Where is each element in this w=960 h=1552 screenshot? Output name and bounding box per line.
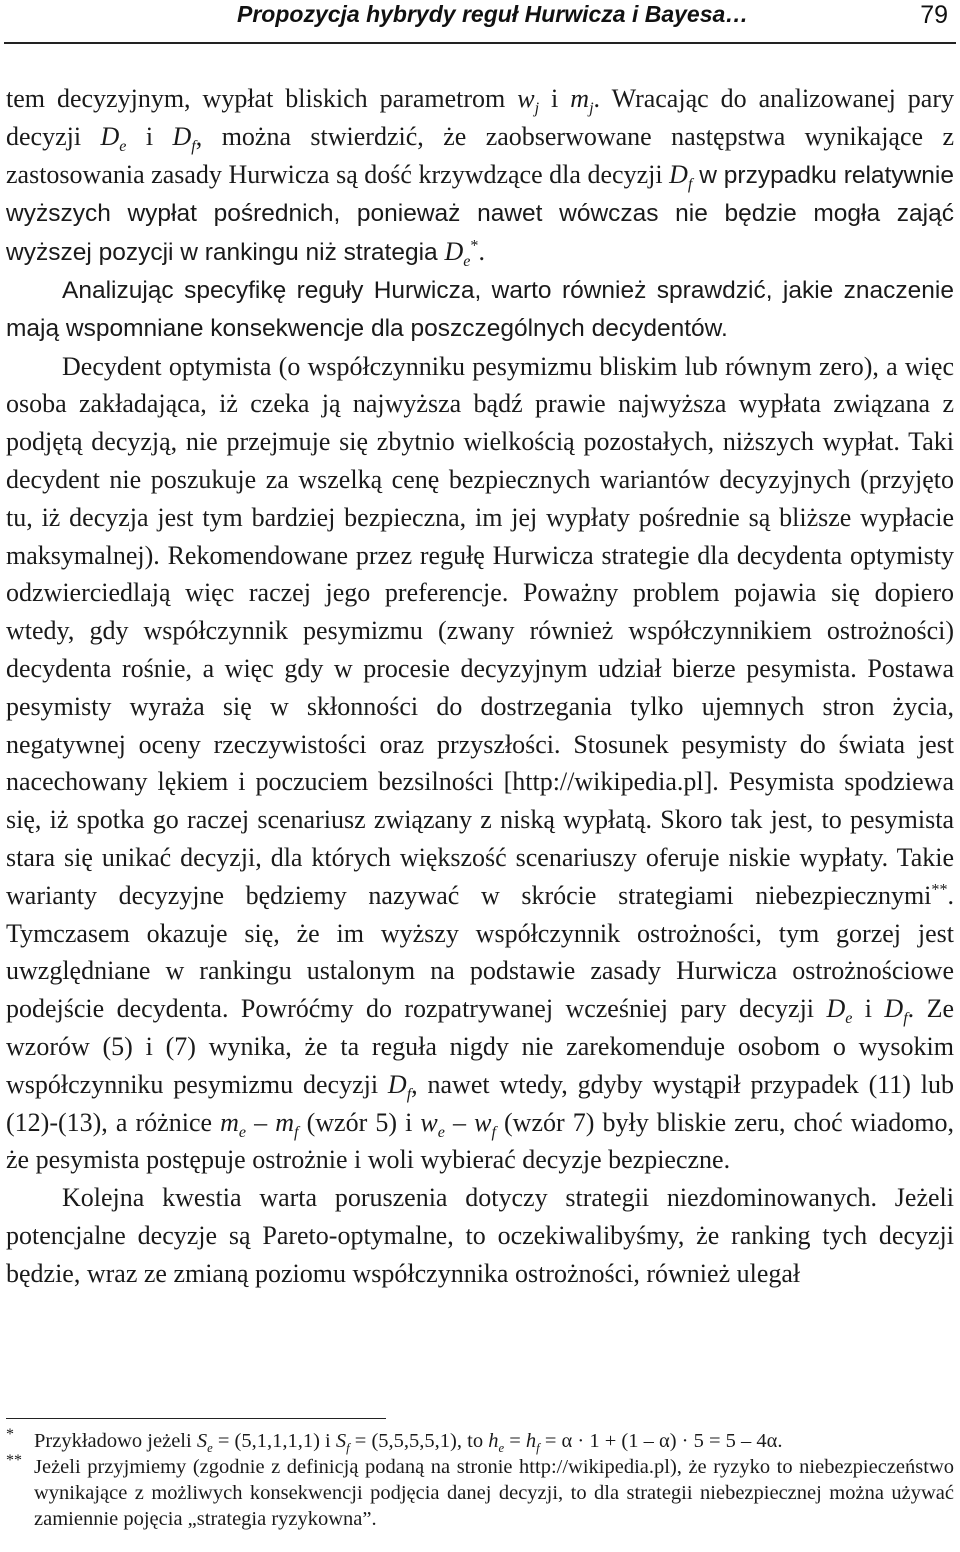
footnote-marker: ** [6, 1452, 22, 1469]
page-header [0, 0, 960, 46]
paragraph-4: Kolejna kwestia warta poruszenia dotyczy strategii niezdominowanych. Jeżeli potencjalne decyzje są Pareto-optymalne, to oczekiwalibyśmy, że ranking tych decyzji będzie, wraz ze zmianą poziomu współczynnika ostrożności, również ulegał [6, 1183, 954, 1288]
page-number: 79 [920, 1, 948, 29]
footnote-marker: * [6, 1426, 14, 1443]
footnotes [6, 1428, 954, 1532]
footnote-2: ** Jeżeli przyjmiemy (zgodnie z definicją podaną na stronie http://wikipedia.pl), że ryzyko to niebezpieczeństwo wynikające z możliwych konsekwencji podjęcia danej decyzji, to dla strategii niebezpiecznej można używać zamiennie pojęcia „strategia ryzykowna”. [6, 1454, 954, 1532]
running-title: Propozycja hybrydy reguł Hurwicza i Bayesa… [237, 1, 749, 27]
header-rule [4, 42, 956, 44]
paragraph-3: Decydent optymista (o współczynniku pesymizmu bliskim lub równym zero), a więc osoba zakładająca, iż czeka ją najwyższa bądź prawie najwyższa wypłata związana z podjętą decyzją, nie przejmuje się zbytnio wielkością pozostałych, niższych wypłat. Taki decydent nie poszukuje za wszelką cenę bezpiecznych wariantów decyzyjnych (przyjęto tu, iż decyzja jest tym bardziej bezpieczna, im jej wypłaty pośrednie są bliższe wypłacie maksymalnej). Rekomendowane przez regułę Hurwicza strategie dla decydenta optymisty odzwierciedlają więc raczej jego preferencje. Poważny problem pojawia się dopiero wtedy, gdy współczynnik pesymizmu (zwany również współczynnikiem ostrożności) decydenta rośnie, a więc gdy w procesie decyzyjnym udział bierze pesymista. Postawa pesymisty wyraża się w skłonności do dostrzegania tylko ujemnych stron życia, negatywnej oceny rzeczywistości oraz przyszłości. Stosunek pesymisty do świata jest nacechowany lękiem i poczuciem bezsilności [http://wikipedia.pl]. Pesymista spodziewa się, iż spotka go raczej scenariusz związany z niską wypłatą. Skoro tak jest, to pesymista stara się unikać decyzji, dla których większość scenariuszy oferuje niskie wypłaty. Takie warianty decyzyjne będziemy nazywać w skrócie strategiami niebezpiecznymi**. Tymczasem okazuje się, że im wyższy współczynnik ostrożności, tym gorzej jest uwzględniane w rankingu ustalonym na podstawie zasady Hurwicza ostrożnościowe podejście decydenta. Powróćmy do rozpatrywanej wcześniej pary decyzji $D_e$ i $D_f$. Ze wzorów (5) i (7) wynika, że ta reguła nigdy nie zarekomenduje osobom o wysokim współczynniku pesymizmu decyzji $D_f$, nawet wtedy, gdyby wystąpił przypadek (11) lub (12)-(13), a różnice $m_e - m_f$ (wzór 5) i $w_e - w_f$ (wzór 7) były bliskie zeru, choć wiadomo, że pesymista postępuje ostrożnie i woli wybierać decyzje bezpieczne. [6, 351, 955, 1175]
paragraph-1: tem decyzyjnym, wypłat bliskich parametrom $w_j$ i $m_j$. Wracając do analizowanej pary decyzji $D_e$ i $D_f$, można stwierdzić, że zaobserwowane następstwa wynikające z zastosowania zasady Hurwicza są dość krzywdzące dla decyzji $D_f$ w przypadku relatywnie wyższych wypłat pośrednich, ponieważ nawet wówczas nie będzie mogła zająć wyższej pozycji w rankingu niż strategia $D_e^*$. [6, 84, 954, 271]
footnote-rule [6, 1418, 386, 1419]
body-text [6, 80, 954, 1293]
paragraph-2: Analizując specyfikę reguły Hurwicza, warto również sprawdzić, jakie znaczenie mają wspomniane konsekwencje dla poszczególnych decydentów. [6, 276, 954, 342]
footnote-1: * Przykładowo jeżeli $S_e = (5,1,1,1,1)$ i $S_f = (5,5,5,5,1)$, to $h_e = h_f = \alpha \cdot 1 + (1 - \alpha) \cdot 5 = 5 - 4\alpha$. [6, 1428, 954, 1454]
